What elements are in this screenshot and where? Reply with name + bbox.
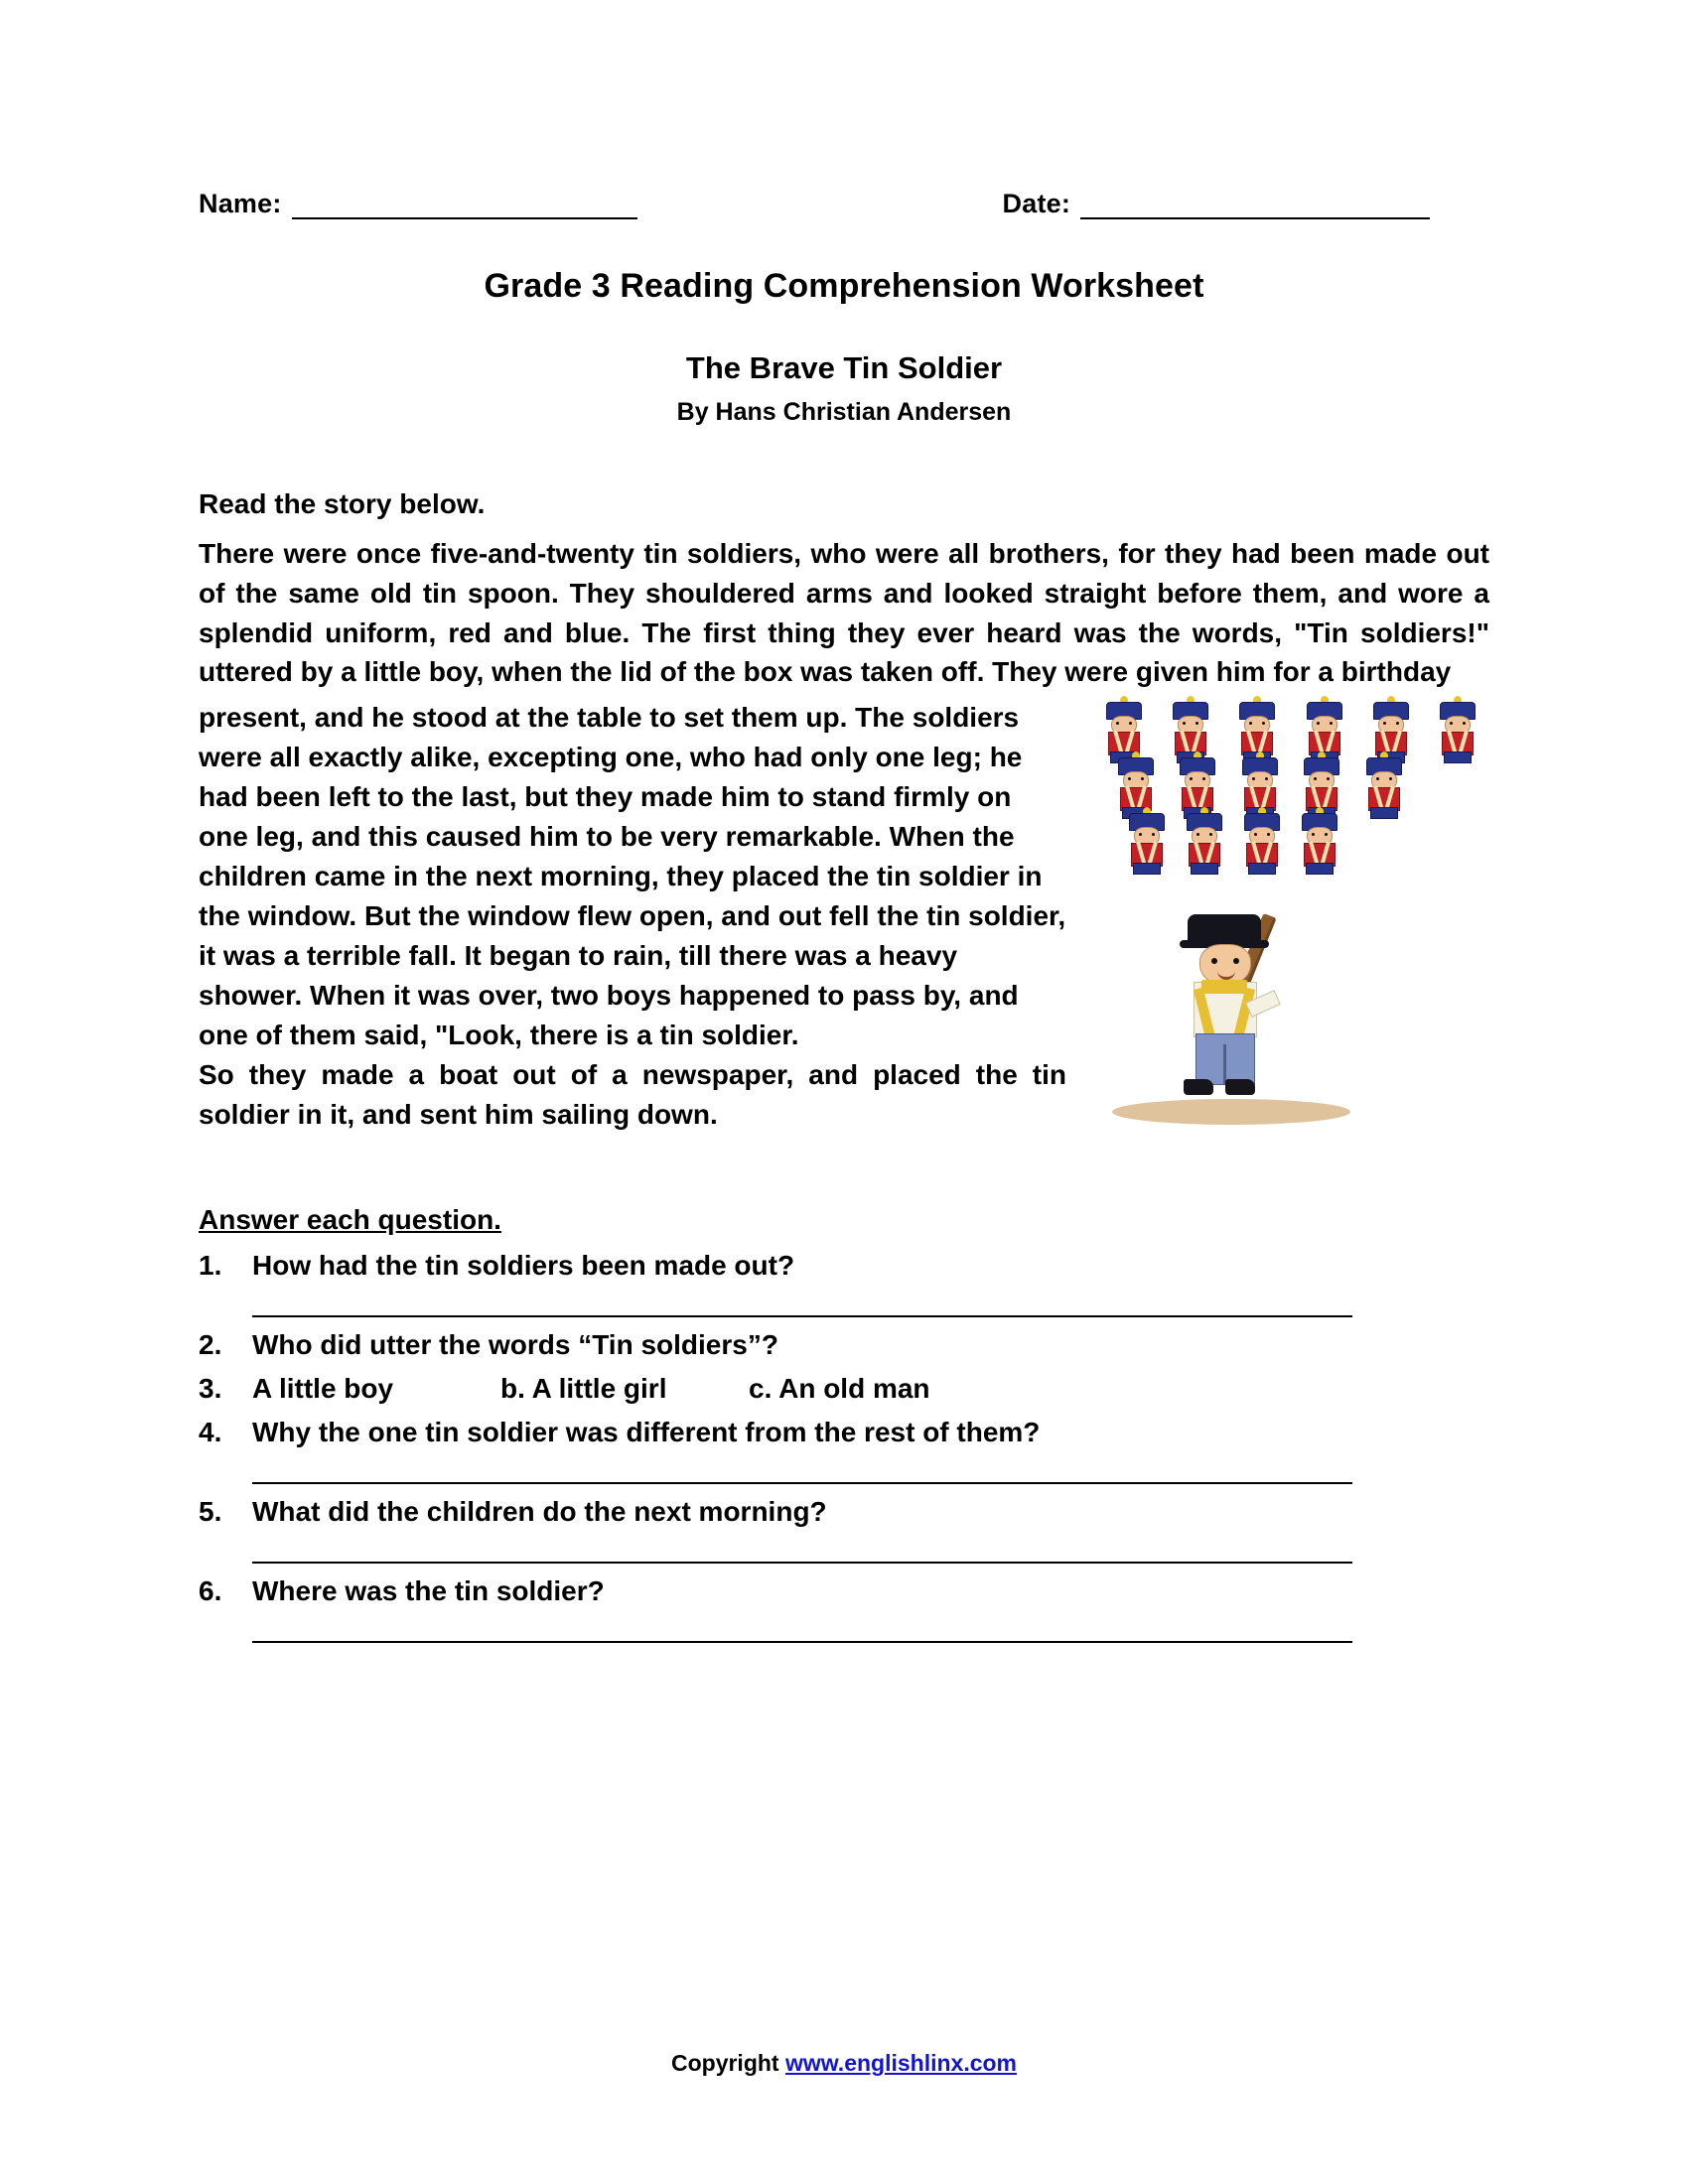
soldier-hat xyxy=(1188,914,1261,944)
questions-heading: Answer each question. xyxy=(199,1203,501,1235)
name-label: Name: xyxy=(199,189,282,218)
footer xyxy=(0,2050,1688,2077)
date-input-line[interactable] xyxy=(1080,194,1430,219)
question-number: 5. xyxy=(199,1495,222,1527)
copyright-label: Copyright xyxy=(670,2050,779,2076)
soldier-boot-left xyxy=(1184,1079,1213,1095)
website-link[interactable]: www.englishlinx.com xyxy=(784,2050,1018,2076)
soldier-eye-right xyxy=(1233,958,1239,964)
soldier-boot-right xyxy=(1225,1079,1255,1095)
soldier-pants xyxy=(1196,1033,1255,1085)
story-paragraph-1: There were once five-and-twenty tin soldiers, who were all brothers, for they had been made out of the same old tin spoon. They shouldered arms and looked straight before them, and wore a splendid uniform, red and blue. The first thing they ever heard was the words, "Tin soldiers!" uttered by a little boy, when the lid of the box was taken off. They were given him for a birthday xyxy=(199,538,1489,688)
answer-line-6[interactable] xyxy=(252,1607,1352,1643)
question-row-4 xyxy=(199,1417,1489,1448)
name-input-line[interactable] xyxy=(292,194,637,219)
questions-list xyxy=(199,1250,1489,1643)
reading-instruction: Read the story below. xyxy=(199,488,486,519)
question-text: How had the tin soldiers been made out? xyxy=(252,1249,795,1281)
story-paragraph-3: So they made a boat out of a newspaper, and placed the tin soldier in it, and sent him sailing down. xyxy=(199,1059,1066,1131)
question-number: 2. xyxy=(199,1328,222,1360)
single-tin-soldier-icon xyxy=(1092,890,1489,1129)
story-paragraph-2: present, and he stood at the table to set them up. The soldiers were all exactly alike, excepting one, who had only one leg; he had been left to the last, but they made him to stand firmly on one leg, and this caused him to be very remarkable. When the children came in the next morning, they placed the tin soldier in the window. But the window flew open, and out fell the tin soldier, it was a terrible fall. It began to rain, till there was a heavy shower. When it was over, two boys happened to pass by, and one of them said, "Look, there is a tin soldier. xyxy=(199,702,1066,1051)
story-author: By Hans Christian Andersen xyxy=(676,398,1012,426)
question-text: What did the children do the next morning? xyxy=(252,1495,827,1527)
choice-c[interactable]: c. An old man xyxy=(749,1372,930,1404)
soldier-sash xyxy=(1194,988,1255,1033)
answer-line-4[interactable] xyxy=(252,1448,1352,1484)
story-title: The Brave Tin Soldier xyxy=(685,350,1003,385)
question-row-1 xyxy=(199,1250,1489,1282)
answer-line-5[interactable] xyxy=(252,1528,1352,1564)
question-number: 6. xyxy=(199,1574,222,1606)
name-date-row xyxy=(199,189,1489,219)
question-number: 3. xyxy=(199,1372,222,1404)
choice-b[interactable]: b. A little girl xyxy=(500,1372,667,1404)
question-text: Why the one tin soldier was different from the rest of them? xyxy=(252,1416,1041,1447)
answer-line-1[interactable] xyxy=(252,1282,1352,1317)
question-text: Who did utter the words “Tin soldiers”? xyxy=(252,1328,778,1360)
question-row-2 xyxy=(199,1329,1489,1361)
question-text: Where was the tin soldier? xyxy=(252,1574,605,1606)
question-row-6 xyxy=(199,1575,1489,1607)
question-row-3 xyxy=(199,1373,1489,1405)
choice-a[interactable]: A little boy xyxy=(252,1372,394,1404)
date-label: Date: xyxy=(1002,189,1071,218)
page-title: Grade 3 Reading Comprehension Worksheet xyxy=(484,267,1204,305)
illustration-group xyxy=(1092,700,1489,1129)
soldier-figure xyxy=(1162,914,1311,1113)
question-number: 1. xyxy=(199,1249,222,1281)
question-number: 4. xyxy=(199,1416,222,1447)
question-row-5 xyxy=(199,1496,1489,1528)
answer-choices xyxy=(252,1373,1489,1405)
story-paragraph-2-block xyxy=(199,698,1489,1055)
rows-of-tin-soldiers-icon xyxy=(1092,700,1489,873)
soldier-eye-left xyxy=(1211,958,1217,964)
